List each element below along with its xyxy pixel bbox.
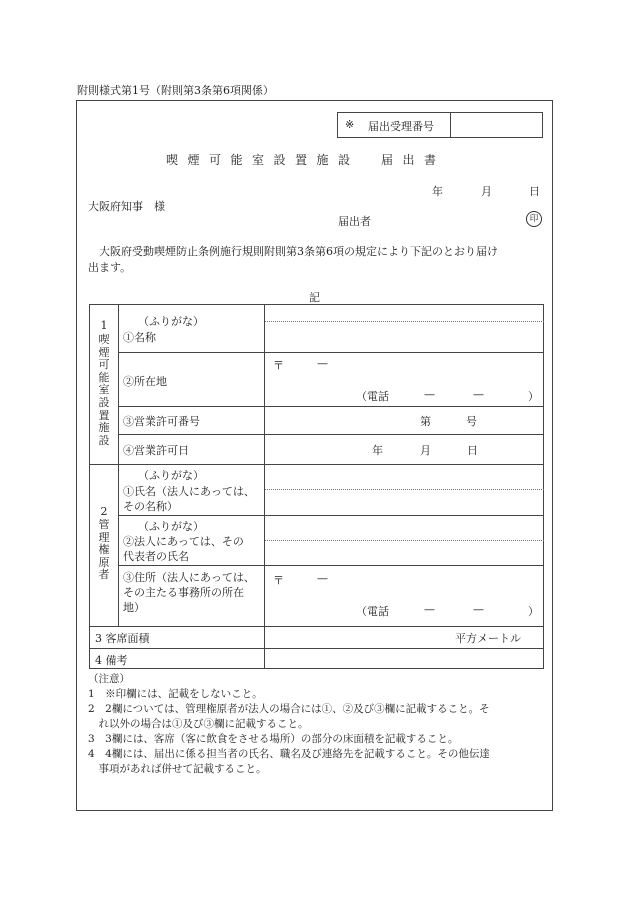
s3-unit: 平方メートル <box>455 632 521 645</box>
s1-permit-date-field[interactable] <box>270 437 540 461</box>
receipt-divider <box>450 112 451 138</box>
s2-rep-furigana: （ふりがな） <box>138 520 204 533</box>
date-month: 月 <box>481 185 492 198</box>
s2-name-label-1: ①氏名（法人にあっては、 <box>123 485 255 498</box>
row-line-5 <box>118 565 544 566</box>
row-line-3 <box>118 434 544 435</box>
row-line-4 <box>118 515 544 516</box>
submitter-field[interactable] <box>380 211 520 227</box>
s1-char: 可 <box>98 358 110 372</box>
section1-label <box>96 334 112 447</box>
seal-mark: 印 <box>526 211 542 227</box>
intro-line-2: 出ます。 <box>88 261 132 274</box>
s2-phone-close: ） <box>528 605 539 618</box>
s4-remarks-field[interactable] <box>266 650 542 668</box>
submitter-label: 届出者 <box>338 215 371 228</box>
s1-char: 設 <box>98 395 110 409</box>
s2-phone-dash1: — <box>424 603 435 616</box>
s1-postal-mark: 〒 <box>273 359 284 372</box>
date-day: 日 <box>529 185 540 198</box>
ki-label: 記 <box>309 291 320 304</box>
form-title: 喫煙可能室設置施設 届出書 <box>166 153 446 167</box>
s1-char: 室 <box>98 383 110 397</box>
note-2b: れ以外の場合は①及び③欄に記載すること。 <box>88 718 309 730</box>
s3-label: 3 客席面積 <box>95 632 150 645</box>
notes-heading: （注意） <box>88 673 130 685</box>
date-year: 年 <box>432 185 443 198</box>
s1-permit-date-month: 月 <box>420 444 431 457</box>
intro-line-1: 大阪府受動喫煙防止条例施行規則附則第3条第6項の規定により下記のとおり届け <box>88 245 498 258</box>
row-line-2 <box>118 406 544 407</box>
s1-phone-open: （電話 <box>356 390 389 403</box>
receipt-label: 届出受理番号 <box>368 120 434 133</box>
furigana-line-3 <box>265 540 544 541</box>
s2-rep-label-2: 代表者の氏名 <box>123 550 189 563</box>
note-3: 3 3欄には、客席（客に飲食をさせる場所）の部分の床面積を記載すること。 <box>88 733 459 745</box>
section2-label <box>96 519 112 582</box>
s1-char: 設 <box>98 433 110 447</box>
table-col-b <box>264 304 265 669</box>
s1-permit-no-field[interactable] <box>436 409 464 431</box>
s1-permit-no-go: 号 <box>466 415 477 428</box>
s2-phone-dash2: — <box>473 603 484 616</box>
addressee: 大阪府知事 様 <box>88 200 165 213</box>
s1-permit-date-label: ④営業許可日 <box>123 444 189 457</box>
s1-permit-date-day: 日 <box>467 444 478 457</box>
s2-char: 原 <box>98 555 110 569</box>
section1-number: 1 <box>100 319 108 332</box>
note-2a: 2 2欄については、管理権原者が法人の場合には①、②及び③欄に記載すること。そ <box>88 703 490 715</box>
note-4b: 事項があれば併せて記載すること。 <box>88 763 267 775</box>
s1-char: 置 <box>98 408 110 422</box>
s2-char: 理 <box>98 530 110 544</box>
s1-char: 煙 <box>98 345 110 359</box>
s1-char: 喫 <box>98 333 110 346</box>
s2-rep-label-1: ②法人にあっては、その <box>123 535 244 548</box>
s1-char: 能 <box>98 370 110 384</box>
s1-phone-dash1: — <box>424 388 435 401</box>
s2-postal-mark: 〒 <box>273 574 284 587</box>
note-1: 1 ※印欄には、記載をしないこと。 <box>88 688 263 700</box>
s1-permit-no-dai: 第 <box>420 415 431 428</box>
furigana-line-2 <box>265 489 544 490</box>
s2-char: 者 <box>98 568 110 582</box>
s1-permit-date-year: 年 <box>372 444 383 457</box>
s1-name-furigana: （ふりがな） <box>138 315 204 328</box>
s3-area-field[interactable] <box>268 628 450 646</box>
row-line-6 <box>89 626 544 627</box>
receipt-mark: ※ <box>345 118 355 131</box>
s2-char: 権 <box>98 543 110 557</box>
section-divider <box>89 464 544 465</box>
section2-number: 2 <box>100 505 108 518</box>
row-line-7 <box>89 648 544 649</box>
s2-name-field[interactable] <box>266 491 542 513</box>
s1-name-field[interactable] <box>266 323 542 351</box>
s2-char: 管 <box>98 518 110 531</box>
s2-address-label-1: ③住所（法人にあっては、 <box>123 571 255 584</box>
s1-permit-no-label: ③営業許可番号 <box>123 415 200 428</box>
s2-name-label-2: その名称） <box>123 500 178 513</box>
s2-name-furigana: （ふりがな） <box>138 469 204 482</box>
s1-phone-dash2: — <box>473 388 484 401</box>
s2-rep-field[interactable] <box>266 542 542 563</box>
row-line-1 <box>118 352 544 353</box>
note-4a: 4 4欄には、届出に係る担当者の氏名、職名及び連絡先を記載すること。その他伝達 <box>88 748 490 760</box>
s1-name-label: ①名称 <box>123 331 156 344</box>
form-caption: 附則様式第1号（附則第3条第6項関係） <box>77 84 274 97</box>
s1-char: 施 <box>98 421 110 435</box>
s2-address-label-2: その主たる事務所の所在 <box>123 586 244 599</box>
furigana-line-1 <box>265 321 544 322</box>
s2-phone-open: （電話 <box>356 605 389 618</box>
s2-address-label-3: 地） <box>123 601 145 614</box>
s2-address-field[interactable] <box>290 570 540 598</box>
s1-postal-dash: — <box>317 357 328 370</box>
receipt-number-field[interactable] <box>452 114 541 136</box>
s1-address-field[interactable] <box>290 355 540 383</box>
s1-phone-close: ） <box>528 390 539 403</box>
s4-label: 4 備考 <box>95 654 128 667</box>
s1-address-label: ②所在地 <box>123 375 167 388</box>
s2-postal-dash: — <box>317 572 328 585</box>
